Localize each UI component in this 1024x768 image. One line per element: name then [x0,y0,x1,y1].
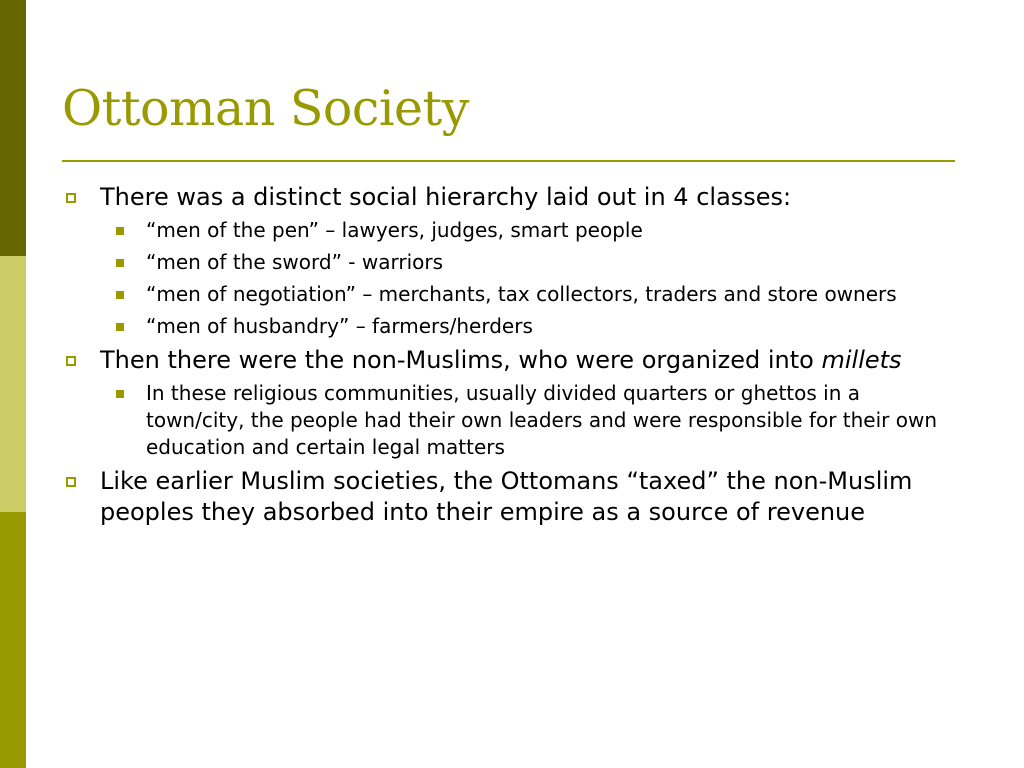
slide-content [62,182,962,532]
side-band-bottom [0,512,26,768]
filled-square-bullet-icon [116,323,124,331]
bullet-italic-term: millets [821,346,902,374]
hollow-square-bullet-icon [66,193,76,203]
filled-square-bullet-icon [116,390,124,398]
sub-bullet-item [146,217,962,244]
sub-bullet-item [146,313,962,340]
sub-bullet-item [146,380,962,461]
sub-bullet-text: “men of negotiation” – merchants, tax collectors, traders and store owners [146,282,897,306]
bullet-text: Then there were the non-Muslims, who were organized into [100,346,814,374]
sub-bullet-text: “men of husbandry” – farmers/herders [146,314,533,338]
bullet-item [62,345,962,376]
side-band-top [0,0,26,256]
bullet-text: There was a distinct social hierarchy laid out in 4 classes: [100,183,792,211]
bullet-item [62,466,962,528]
hollow-square-bullet-icon [66,477,76,487]
title-underline [62,160,955,162]
slide-title: Ottoman Society [62,80,469,137]
filled-square-bullet-icon [116,227,124,235]
sub-bullet-item [146,249,962,276]
bullet-text: Like earlier Muslim societies, the Ottomans “taxed” the non-Muslim peoples they absorbed into their empire as a source of revenue [100,467,913,526]
bullet-item [62,182,962,213]
hollow-square-bullet-icon [66,356,76,366]
sub-bullet-item [146,281,962,308]
sub-bullet-text: “men of the sword” - warriors [146,250,444,274]
filled-square-bullet-icon [116,259,124,267]
side-band-middle [0,256,26,512]
filled-square-bullet-icon [116,291,124,299]
sub-bullet-text: In these religious communities, usually divided quarters or ghettos in a town/city, the people had their own leaders and were responsible for their own education and certain legal matters [146,381,937,459]
sub-bullet-text: “men of the pen” – lawyers, judges, smart people [146,218,643,242]
